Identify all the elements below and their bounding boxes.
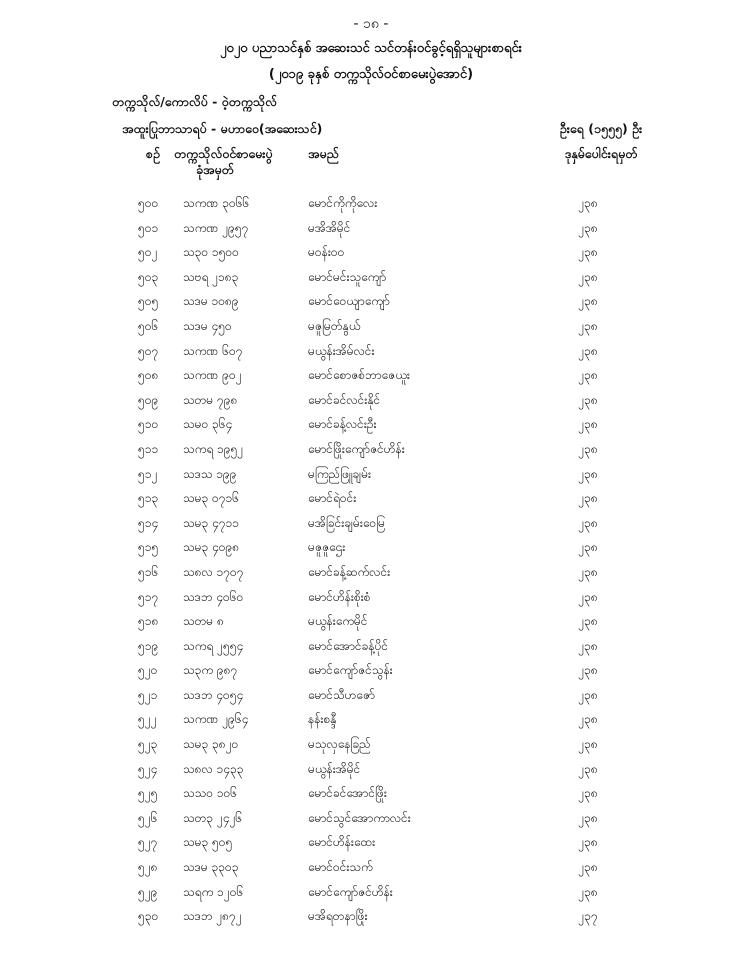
total-score: ၂၃၈ [578,860,598,875]
total-score: ၂၃၈ [578,196,598,210]
row-number: ၅၁၉ [138,638,159,653]
row-number: ၅၀၁ [138,220,159,235]
column-header-exam-id-sub: ခုံအမှတ် [196,162,234,177]
total-score: ၂၃၈ [578,245,598,260]
table-row [0,706,742,731]
table-row [0,657,742,682]
exam-id: သဒဘ ၂၈၇၂ [183,909,242,924]
exam-id: သမ၃ ၅၀၅ [183,835,233,850]
total-score: ၂၃၈ [578,318,598,333]
student-name: မယွန်းအိမိုင် [308,761,361,776]
total-score: ၂၃၈ [578,441,598,456]
exam-id: သကဏ ၉၀၂ [183,368,242,383]
row-number: ၅၀၈ [138,368,159,383]
row-number: ၅၁၂ [138,466,158,481]
exam-id: သသ၀ ၁၀၆ [183,786,238,801]
column-header-name: အမည် [308,146,339,161]
total-score: ၂၃၈ [578,712,598,727]
table-row [0,829,742,854]
row-number: ၅၀၅ [138,294,159,309]
column-header-exam-id: တက္ကသိုလ်ဝင်စာမေးပွဲ [174,146,273,161]
student-name: မောင်ခင်အောင်ဖြိုး [308,786,387,801]
exam-id: သရက ၁၂၀၆ [183,884,244,899]
row-number: ၅၁၁ [138,441,159,456]
row-number: ၅၂၄ [138,761,158,776]
total-score: ၂၃၈ [578,269,598,284]
total-score: ၂၃၈ [578,589,598,604]
table-row [0,288,742,313]
total-score: ၂၃၈ [578,540,598,555]
row-number: ၅၂၁ [138,687,158,702]
exam-id: သမ၃ ၄၇၁၁ [183,515,240,530]
row-number: ၅၂၈ [138,860,158,875]
table-row [0,338,742,363]
table-row [0,854,742,879]
exam-id: သဒဘ ၄၀၆၀ [183,589,244,604]
table-row [0,313,742,338]
total-score: ၂၃၇ [578,909,598,924]
student-name: မောင်စောဇစ်ဘာဇေယူး [308,368,410,383]
total-score: ၂၃၈ [578,884,598,899]
exam-id: သတမ ၈ [183,614,224,629]
student-name: မသုလှနေခြည် [308,737,371,752]
total-score: ၂၃၈ [578,220,598,235]
page-title: ၂၀၂၀ ပညာသင်နှစ် အဆေးသင် သင်တန်းဝင်ခွင့်ရရှိသူများစာရင်း [219,41,522,56]
student-name: မောင်ဝင်းသက် [308,860,373,875]
row-number: ၅၂၀ [138,663,158,678]
student-name: မောင်သွင်အောကာလင်း [308,810,411,825]
row-number: ၅၃၀ [138,909,159,924]
row-number: ၅၁၇ [138,589,159,604]
student-name: မောင်ဝေယျာကျော် [308,294,390,309]
exam-id: သဒဘ ၄၀၅၄ [183,687,244,702]
exam-id: သမ၃ ၄၀၉၈ [183,540,240,555]
total-score: ၂၃၈ [578,737,598,752]
exam-id: သ၃၀ ၁၅၀၀ [183,245,239,260]
exam-id: သကဏ ၂၉၆၄ [183,712,249,727]
student-name: မောင်ကိုကိုလေး [308,196,378,210]
exam-id: သ၈လ ၁၇၀၇ [183,564,244,579]
student-name: မောင်မင်းသူကျော် [308,269,387,284]
exam-id: သ၈လ ၁၄၃၃ [183,761,244,776]
row-number: ၅၂၃ [138,737,158,752]
student-name: မောင်ရဲဝင်း [308,491,357,506]
table-row [0,264,742,289]
table-row [0,534,742,559]
student-name: မဇူမြတ်နွယ် [308,318,361,333]
student-name: မောင်ကျော်ဇင်သွန်း [308,663,393,678]
specialization-label: အထူးပြုဘာသာရပ် - မဟာဝေ(အဆေးသင်) [122,121,323,136]
row-number: ၅၀၇ [138,343,159,358]
table-row [0,436,742,461]
table-row [0,780,742,805]
table-row [0,190,742,215]
table-row [0,608,742,633]
student-name: မဇူဇူဌေး [308,540,346,555]
table-row [0,510,742,535]
exam-id: သမ၀ ၃၆၄ [183,417,233,432]
exam-id: သဗရ ၂၁၈၃ [183,269,239,284]
row-number: ၅၂၉ [138,884,158,899]
table-row [0,879,742,904]
table-row [0,559,742,584]
student-name: မကြည်ဖြူချမ်း [308,466,372,481]
student-name: မောင်သီဟဇော် [308,687,375,702]
exam-id: သတ၃ ၂၄၂၆ [183,810,243,825]
exam-id: သကဏ ၂၉၅၇ [183,220,249,235]
table-row [0,362,742,387]
student-name: မ၀န်း၀၀ [308,245,345,260]
student-name: မယွန်းကေမိုင် [308,614,368,629]
total-score: ၂၃၈ [578,810,598,825]
row-number: ၅၀၃ [138,269,159,284]
table-row [0,411,742,436]
student-name: မအိအိမိုင် [308,220,351,235]
student-name: မောင်ကျော်ဇင်ဟိန်း [308,884,393,899]
exam-id: သဒမ ၁၀၈၉ [183,294,239,309]
page-subtitle: (၂၀၁၉ ခုနှစ် တက္ကသိုလ်ဝင်စာမေးပွဲအောင်) [268,67,474,82]
total-score: ၂၃၈ [578,491,598,506]
student-name: မအိခြင်းချမ်းဝေမြ [308,515,386,530]
exam-id: သဒသ ၁၉၉ [183,466,237,481]
table-row [0,387,742,412]
row-number: ၅၂၂ [138,712,157,727]
row-number: ၅၂၆ [138,810,158,825]
total-score: ၂၃၈ [578,564,598,579]
exam-id: သမ၃ ၀၇၁၆ [183,491,240,506]
total-score: ၂၃၈ [578,835,598,850]
exam-id: သမ၃ ၃၈၂၀ [183,737,239,752]
row-number: ၅၀၂ [138,245,158,260]
exam-id: သကဏ ၃၀၆၆ [183,196,250,210]
total-score: ၂၃၈ [578,638,598,653]
exam-id: သကရ ၁၉၅၂ [183,441,244,456]
row-number: ၅၂၇ [138,835,158,850]
table-row [0,731,742,756]
total-score: ၂၃၈ [578,614,598,629]
table-row [0,239,742,264]
student-name: မောင်ခန့်လင်းဦး [308,417,377,432]
total-score: ၂၃၈ [578,663,598,678]
row-number: ၅၁၄ [138,515,159,530]
exam-id: သကဏ ၆၀၇ [183,343,243,358]
exam-id: သဒမ ၄၅၀ [183,318,232,333]
table-row [0,682,742,707]
table-row [0,584,742,609]
row-number: ၅၁၆ [138,564,159,579]
table-row [0,756,742,781]
student-name: နန်းစန္ဒီ [308,712,337,727]
exam-id: သကရ ၂၅၅၄ [183,638,244,653]
total-score: ၂၃၈ [578,294,598,309]
total-score: ၂၃၈ [578,417,598,432]
total-score: ၂၃၈ [578,687,598,702]
exam-id: သ၃က ၉၈၇ [183,663,238,678]
table-row [0,485,742,510]
row-number: ၅၁၃ [138,491,159,506]
column-header-number: စဉ် [146,146,160,161]
university-label: တက္ကသိုလ်/ကောလိပ် - ဝဲ့တက္ကသိုလ် [112,94,277,109]
total-score: ၂၃၈ [578,466,598,481]
column-header-score: ဒုနှမ်ပေါင်းရမှတ် [564,146,638,161]
row-number: ၅၁၀ [138,417,159,432]
total-score: ၂၃၈ [578,368,598,383]
exam-id: သဒမ ၃၃၀၃ [183,860,239,875]
row-number: ၅၁၅ [138,540,159,555]
total-score: ၂၃၈ [578,343,598,358]
page-number: - ၁၈ - [353,16,389,32]
table-row [0,805,742,830]
row-number: ၅၁၈ [138,614,159,629]
table-row [0,903,742,928]
total-score: ၂၃၈ [578,515,598,530]
student-name: မောင်ခင်လင်းနိုင် [308,392,381,407]
student-name: မောင်ဟိန်းစိုးစံ [308,589,371,604]
student-name: မောင်ဟိန်းထေး [308,835,376,850]
exam-id: သတမ ၇၉၈ [183,392,238,407]
table-row [0,461,742,486]
student-name: မယွန်းအိမ်လင်း [308,343,375,358]
student-name: မောင်ခန့်ဆက်လင်း [308,564,391,579]
table-row [0,633,742,658]
row-number: ၅၀၉ [138,392,159,407]
row-number: ၅၂၅ [138,786,158,801]
total-score: ၂၃၈ [578,761,598,776]
student-name: မောင်အောင်ခန့်ပိုင် [308,638,389,653]
table-row [0,215,742,240]
total-score: ၂၃၈ [578,786,598,801]
row-number: ၅၀၀ [138,196,159,210]
student-name: မအိရတနာဖြိုး [308,909,368,924]
total-score: ၂၃၈ [578,392,598,407]
total-count-label: ဦးရေ (၁၅၅၅) ဦး [559,121,643,136]
student-list [0,190,742,928]
row-number: ၅၀၆ [138,318,159,333]
student-name: မောင်ဖြိုးကျော်ဇင်ဟိန်း [308,441,405,456]
